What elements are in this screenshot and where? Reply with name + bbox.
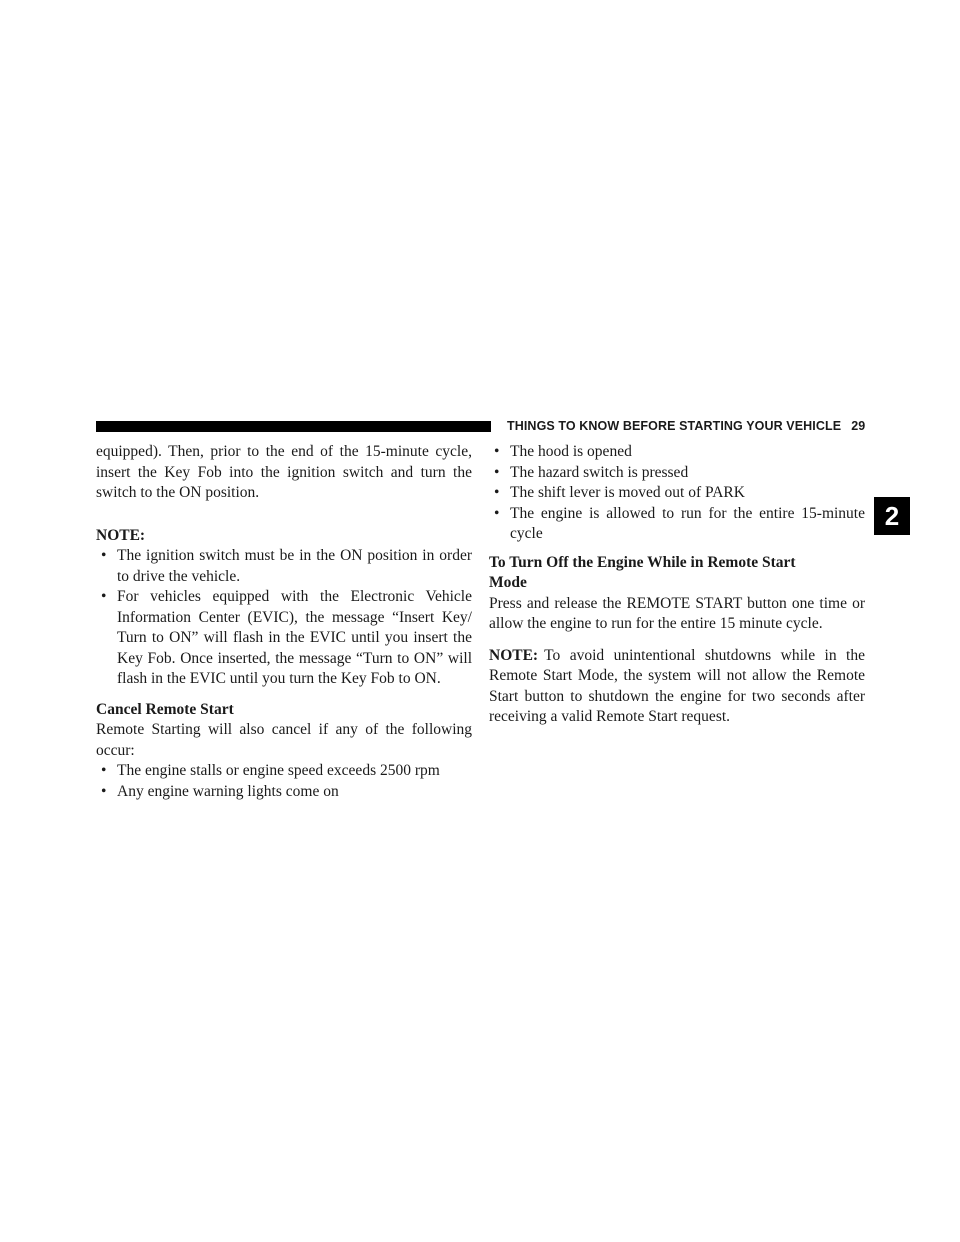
bullet-glyph: •	[101, 782, 107, 800]
note-paragraph	[489, 646, 865, 728]
note-bullet	[96, 587, 472, 690]
cancel-bullet	[489, 504, 865, 545]
bullet-glyph: •	[101, 547, 107, 564]
cancel-bullet	[489, 463, 865, 484]
left-column	[96, 442, 472, 802]
bullet-glyph: •	[494, 504, 500, 522]
note-text: To avoid unintentional shutdowns while in the Remote Start Mode, the system will not allow the Remote Start button to shutdown the engine for two seconds after receiving a valid Remote Start request.	[489, 646, 865, 725]
cancel-bullet	[96, 782, 472, 803]
cancel-heading: Cancel Remote Start	[96, 700, 234, 718]
bullet-glyph: •	[494, 463, 500, 481]
note-bullet-text: For vehicles equipped with the Electronic Vehicle Information Center (EVIC), the message “Insert Key/ Turn to ON” will flash in the EVIC until you insert the Key Fob. Once inserted, the message “Turn to ON” will flash in the EVIC until you turn the Key Fob to ON.	[117, 588, 472, 687]
bullet-glyph: •	[101, 588, 107, 605]
cancel-bullet-text: The hood is opened	[510, 443, 632, 460]
cancel-bullet	[96, 761, 472, 782]
bullet-glyph: •	[101, 762, 107, 779]
cancel-bullet-text: The hazard switch is pressed	[510, 463, 689, 481]
cancel-bullet	[489, 483, 865, 504]
cancel-bullet-text: Any engine warning lights come on	[117, 782, 339, 800]
cancel-paragraph: Remote Starting will also cancel if any of the following occur:	[96, 721, 472, 759]
chapter-tab: 2	[874, 497, 910, 535]
note-label: NOTE:	[489, 646, 539, 664]
running-header	[507, 419, 865, 433]
turnoff-paragraph: Press and release the REMOTE START button one time or allow the engine to run for the entire 15 minute cycle.	[489, 594, 865, 632]
bullet-glyph: •	[494, 443, 500, 460]
cancel-bullet-text: The shift lever is moved out of PARK	[510, 484, 745, 501]
intro-paragraph: equipped). Then, prior to the end of the 15-minute cycle, insert the Key Fob into the ignition switch and turn the switch to the ON position.	[96, 443, 472, 501]
note-bullet	[96, 546, 472, 587]
cancel-bullet	[489, 442, 865, 463]
note-label: NOTE:	[96, 526, 146, 544]
header-rule	[96, 421, 491, 432]
cancel-bullet-text: The engine is allowed to run for the entire 15-minute cycle	[510, 504, 865, 542]
right-column	[489, 442, 865, 728]
note-bullet-text: The ignition switch must be in the ON position in order to drive the vehicle.	[117, 547, 472, 585]
turnoff-heading: To Turn Off the Engine While in Remote Start Mode	[489, 553, 796, 591]
bullet-glyph: •	[494, 484, 500, 501]
cancel-bullet-text: The engine stalls or engine speed exceeds 2500 rpm	[117, 762, 440, 779]
page-number: 29	[851, 419, 866, 433]
header-title: THINGS TO KNOW BEFORE STARTING YOUR VEHICLE	[507, 419, 842, 433]
